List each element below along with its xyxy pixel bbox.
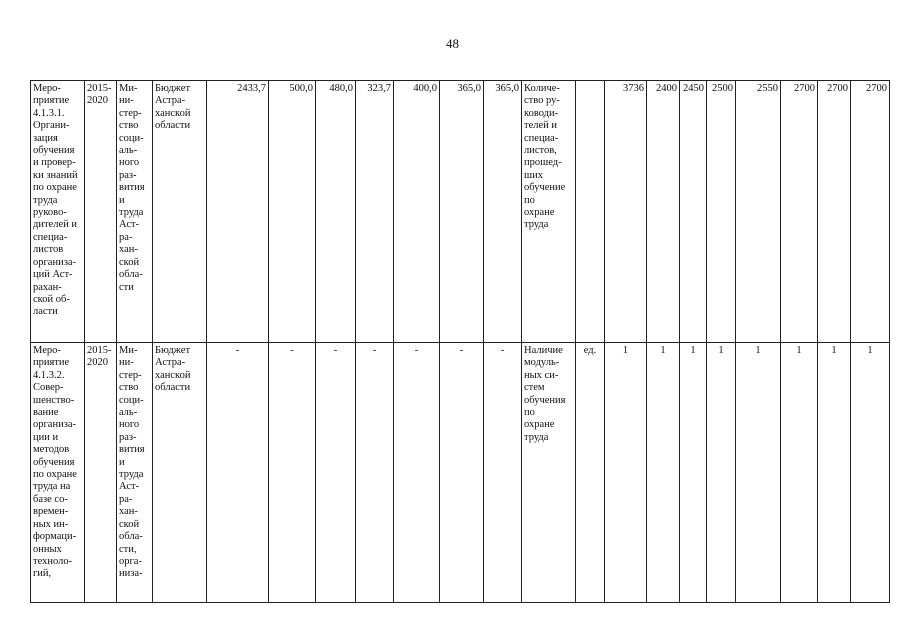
period-cell: 2015- 2020	[85, 81, 117, 343]
indicator-value-cell: 3736	[605, 81, 647, 343]
funding-cell: 500,0	[269, 81, 316, 343]
indicator-value-cell: 1	[818, 343, 851, 603]
funding-cell: -	[316, 343, 356, 603]
indicator-value-cell: 1	[781, 343, 818, 603]
event-cell: Меро- приятие 4.1.3.1. Органи- зация обучения и провер- ки знаний по охране труда руково- дителей и специа- листов организа- ций Аст- рахан- ской об- ласти	[31, 81, 85, 343]
indicator-cell: Количе- ство ру- ководи- телей и специа- листов, прошед- ших обучение по охране труда	[522, 81, 576, 343]
funding-cell: -	[440, 343, 484, 603]
funding-cell: 400,0	[394, 81, 440, 343]
funding-total-cell: 2433,7	[207, 81, 269, 343]
indicator-value-cell: 2500	[707, 81, 736, 343]
funding-cell: 480,0	[316, 81, 356, 343]
indicator-value-cell: 1	[707, 343, 736, 603]
table-row	[31, 81, 890, 343]
indicator-value-cell: 2450	[680, 81, 707, 343]
unit-cell: ед.	[576, 343, 605, 603]
funding-cell: 365,0	[440, 81, 484, 343]
funding-cell: -	[269, 343, 316, 603]
indicator-value-cell: 1	[647, 343, 680, 603]
funding-total-cell: -	[207, 343, 269, 603]
indicator-value-cell: 1	[736, 343, 781, 603]
source-cell: Бюджет Астра- ханской области	[153, 343, 207, 603]
funding-cell: -	[394, 343, 440, 603]
funding-cell: -	[484, 343, 522, 603]
executor-cell: Ми- ни- стер- ство соци- aль- ного раз- вития и труда Аст- рa- хан- ской обла- сти, орга- низа-	[117, 343, 153, 603]
event-cell: Меро- приятие 4.1.3.2. Совер- шенство- вание организа- ции и методов обучения по охране труда на базе со- времен- ных ин- формаци- онных техноло- гий,	[31, 343, 85, 603]
source-cell: Бюджет Астра- ханской области	[153, 81, 207, 343]
indicator-value-cell: 1	[680, 343, 707, 603]
indicator-value-cell: 1	[851, 343, 890, 603]
indicator-cell: Наличие модуль- ных си- стем обучения по охране труда	[522, 343, 576, 603]
executor-cell: Ми- ни- стер- ство соци- aль- ного раз- вития и труда Аст- рa- хан- ской обла- сти	[117, 81, 153, 343]
page-number: 48	[446, 36, 459, 51]
indicator-value-cell: 2700	[781, 81, 818, 343]
indicator-value-cell: 1	[605, 343, 647, 603]
unit-cell	[576, 81, 605, 343]
funding-cell: 323,7	[356, 81, 394, 343]
indicator-value-cell: 2400	[647, 81, 680, 343]
funding-cell: -	[356, 343, 394, 603]
program-table	[30, 80, 890, 603]
funding-cell: 365,0	[484, 81, 522, 343]
period-cell: 2015- 2020	[85, 343, 117, 603]
indicator-value-cell: 2700	[818, 81, 851, 343]
indicator-value-cell: 2550	[736, 81, 781, 343]
indicator-value-cell: 2700	[851, 81, 890, 343]
table-row	[31, 343, 890, 603]
